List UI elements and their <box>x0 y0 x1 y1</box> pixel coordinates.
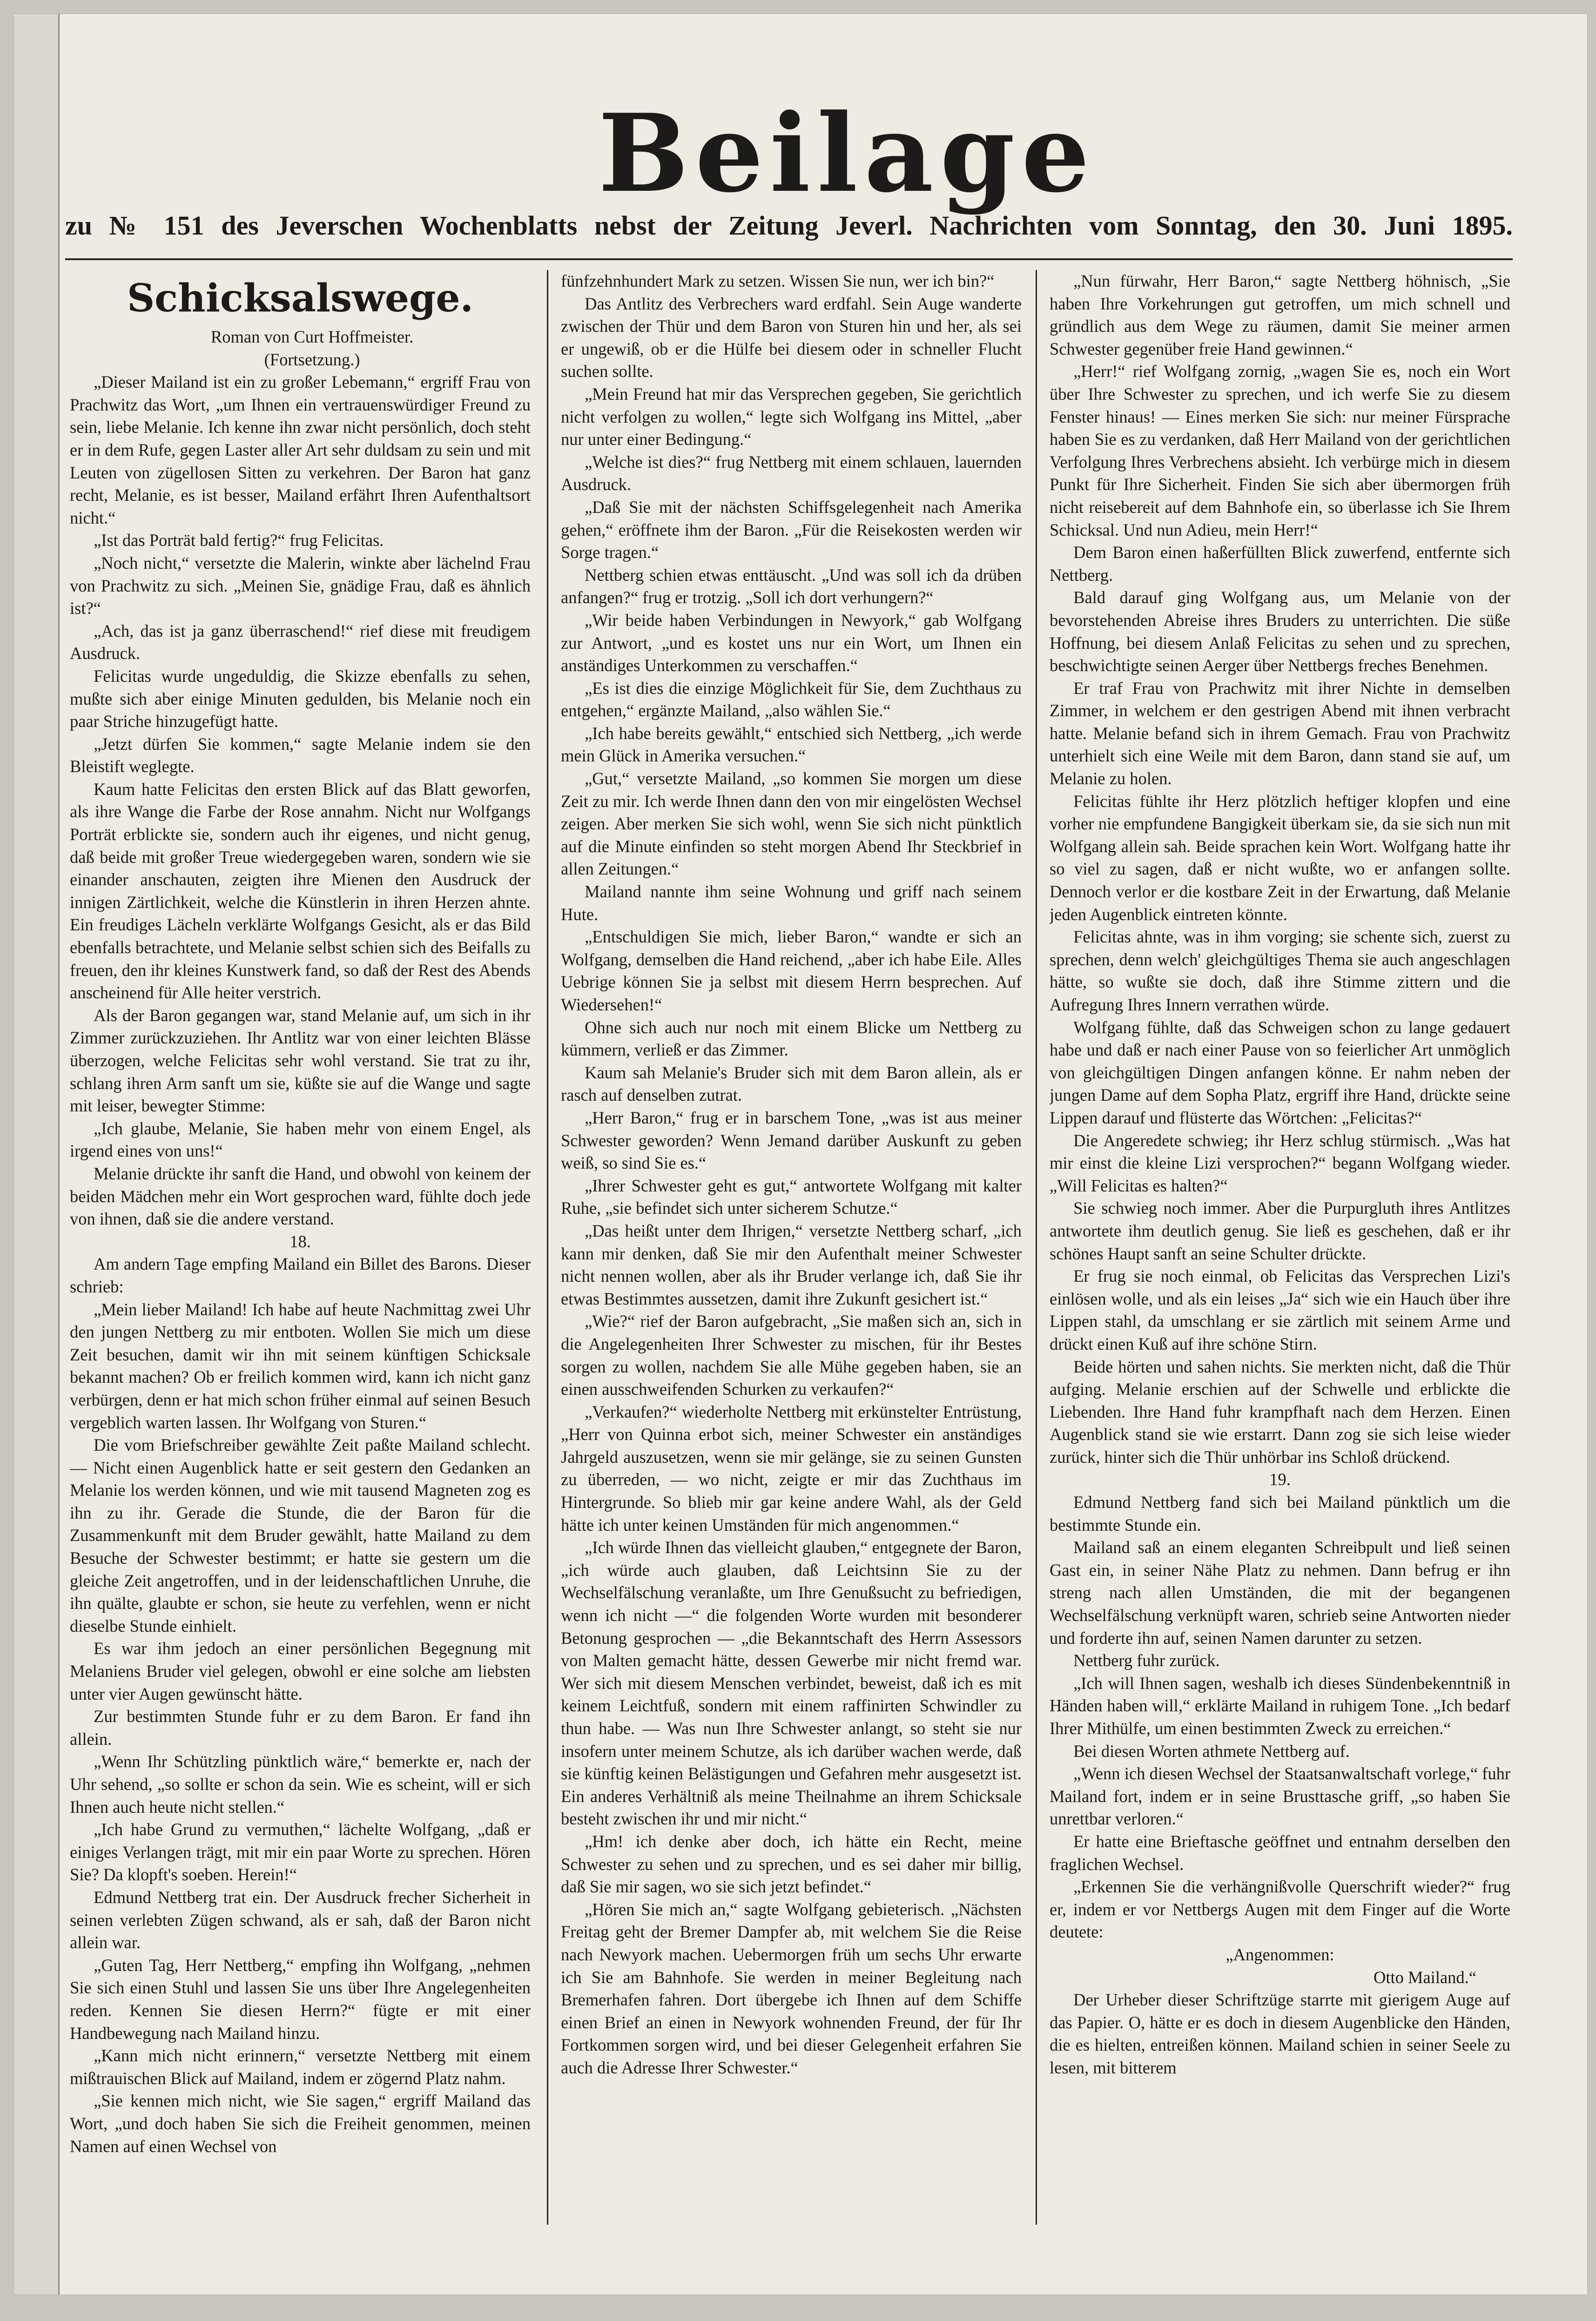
paragraph: Die Angeredete schwieg; ihr Herz schlug stürmisch. „Was hat mir einst die kleine Lizi versprochen?“ begann Wolfgang wieder. „Will Felicitas es halten?“ <box>1050 1130 1510 1195</box>
paragraph: „Dieser Mailand ist ein zu großer Lebemann,“ ergriff Frau von Prachwitz das Wort, „um Ihnen ein vertrauenswürdiger Freund zu sein, liebe Melanie. Ich kenne ihn zwar nicht persönlich, doch steht er in dem Rufe, gegen Laster aller Art sehr duldsam zu sein und mit Leuten von zügellosen Sitten zu verkehren. Der Baron hat ganz recht, Melanie, es ist besser, Mailand erfährt Ihren Aufenthaltsort nicht.“ <box>70 372 531 527</box>
paragraph: „Wenn Ihr Schützling pünktlich wäre,“ bemerkte er, nach der Uhr sehend, „so sollte er schon da sein. Wie es scheint, will er sich Ihnen auch heute nicht stellen.“ <box>70 1752 531 1816</box>
column-1 <box>70 270 531 2243</box>
newspaper-page <box>14 14 1587 2294</box>
paragraph: „Mein Freund hat mir das Versprechen gegeben, Sie gerichtlich nicht verfolgen zu wollen,“ legte sich Wolfgang ins Mittel, „aber nur unter einer Bedingung.“ <box>561 384 1022 449</box>
column-2 <box>561 270 1022 2243</box>
paragraph: Das Antlitz des Verbrechers ward erdfahl. Sein Auge wanderte zwischen der Thür und dem Baron von Sturen hin und her, als sei er ungewiß, ob er die Hülfe bei diesem oder in schneller Flucht suchen sollte. <box>561 294 1022 381</box>
paragraph: „Ich habe bereits gewählt,“ entschied sich Nettberg, „ich werde mein Glück in Amerika versuchen.“ <box>561 723 1022 766</box>
paragraph: „Ich habe Grund zu vermuthen,“ lächelte Wolfgang, „daß er einiges Verlangen trägt, mit mir ein paar Worte zu sprechen. Hören Sie? Da klopft's soeben. Herein!“ <box>70 1820 531 1884</box>
paragraph: „Kann mich nicht erinnern,“ versetzte Nettberg mit einem mißtrauischen Blick auf Mailand, indem er zögernd Platz nahm. <box>70 2046 531 2088</box>
paragraph: Dem Baron einen haßerfüllten Blick zuwerfend, entfernte sich Nettberg. <box>1050 543 1510 585</box>
paragraph: „Ach, das ist ja ganz überraschend!“ rief diese mit freudigem Ausdruck. <box>70 621 531 663</box>
paragraph: Edmund Nettberg fand sich bei Mailand pünktlich um die bestimmte Stunde ein. <box>1050 1493 1510 1534</box>
paragraph: „Ist das Porträt bald fertig?“ frug Felicitas. <box>94 531 384 550</box>
paragraph: „Ihrer Schwester geht es gut,“ antwortete Wolfgang mit kalter Ruhe, „sie befindet sich unter sicherem Schutze.“ <box>561 1176 1022 1218</box>
paragraph: „Ich würde Ihnen das vielleicht glauben,“ entgegnete der Baron, „ich würde auch glauben, daß Leichtsinn Sie zu der Wechselfälschung veranlaßte, um Ihre Genußsucht zu befriedigen, wenn ich nicht —“ die folgenden Worte wurden mit besonderer Betonung gesprochen — „die Bekanntschaft des Herrn Assessors von Malten gemacht hätte, dessen Gewerbe mir nicht fremd war. Wer sich mit diesem Menschen verbindet, beweist, daß ich es mit keinem Leichtfuß, sondern mit einem raffinirten Schwindler zu thun habe. — Was nun Ihre Schwester anlangt, so steht sie nur insofern unter meinem Schutze, als ich darüber wachen werde, daß sie künftig keinen Belästigungen und Gefahren mehr ausgesetzt ist. Ein anderes Verhältniß als meine Theilnahme an ihrem Schicksale besteht zwischen ihr und mir nicht.“ <box>561 1538 1022 1829</box>
paragraph: „Wenn ich diesen Wechsel der Staatsanwaltschaft vorlege,“ fuhr Mailand fort, indem er in seine Brusttasche griff, „so haben Sie unrettbar verloren.“ <box>1050 1764 1510 1829</box>
paragraph: Als der Baron gegangen war, stand Melanie auf, um sich in ihr Zimmer zurückzuziehen. Ihr Antlitz war von einer leichten Blässe überzogen, welche Felicitas sehr wohl verstand. Sie trat zu ihr, schlang ihren Arm sanft um sie, küßte sie auf die Wange und sagte mit leiser, bewegter Stimme: <box>70 1005 531 1116</box>
paragraph: Bald darauf ging Wolfgang aus, um Melanie von der bevorstehenden Abreise ihres Bruders zu unterrichten. Die süße Hoffnung, bei diesem Anlaß Felicitas zu sehen und zu sprechen, beschwichtigte seinen Aerger über Nettbergs freches Benehmen. <box>1050 588 1510 675</box>
paragraph: Am andern Tage empfing Mailand ein Billet des Barons. Dieser schrieb: <box>70 1254 531 1296</box>
adjacent-page-edge <box>14 14 60 2294</box>
paragraph: fünfzehnhundert Mark zu setzen. Wissen Sie nun, wer ich bin?“ <box>561 271 995 290</box>
paragraph: „Gut,“ versetzte Mailand, „so kommen Sie morgen um diese Zeit zu mir. Ich werde Ihnen dann den von mir eingelösten Wechsel zeigen. Aber merken Sie sich wohl, wenn Sie sich nicht pünktlich auf die Minute einfinden so steht morgen Abend Ihr Steckbrief in allen Zeitungen.“ <box>561 769 1022 879</box>
paragraph: „Entschuldigen Sie mich, lieber Baron,“ wandte er sich an Wolfgang, demselben die Hand reichend, „aber ich habe Eile. Alles Uebrige können Sie ja selbst mit diesem Herrn besprechen. Auf Wiedersehen!“ <box>561 927 1022 1014</box>
story-byline: Roman von Curt Hoffmeister. <box>210 327 414 346</box>
paragraph: „Sie kennen mich nicht, wie Sie sagen,“ ergriff Mailand das Wort, „und doch haben Sie sich die Freiheit genommen, meinen Namen auf einen Wechsel von <box>70 2091 531 2156</box>
paragraph: Edmund Nettberg trat ein. Der Ausdruck frecher Sicherheit in seinen verlebten Zügen schwand, als er sah, daß der Baron nicht allein war. <box>70 1887 531 1952</box>
quoted-line: „Angenommen: <box>1226 1944 1334 1964</box>
paragraph: „Daß Sie mit der nächsten Schiffsgelegenheit nach Amerika gehen,“ eröffnete ihm der Baron. „Für die Reisekosten werden wir Sorge tragen.“ <box>561 497 1022 562</box>
paragraph: „Es ist dies die einzige Möglichkeit für Sie, dem Zuchthaus zu entgehen,“ ergänzte Mailand, „also wählen Sie.“ <box>561 678 1022 720</box>
signature-line: Otto Mailand.“ <box>1374 1967 1476 1987</box>
paragraph: „Hm! ich denke aber doch, ich hätte ein Recht, meine Schwester zu sehen und zu sprechen, und es sei daher mir billig, daß Sie mir sagen, wo sie sich jetzt befindet.“ <box>561 1831 1022 1897</box>
paragraph: Felicitas wurde ungeduldig, die Skizze ebenfalls zu sehen, mußte sich aber einige Minuten gedulden, bis Melanie noch ein paar Striche hinzugefügt hatte. <box>70 666 531 731</box>
column-divider <box>547 270 548 2225</box>
paragraph: „Hören Sie mich an,“ sagte Wolfgang gebieterisch. „Nächsten Freitag geht der Bremer Dampfer ab, mit welchem Sie die Reise nach Newyork machen. Uebermorgen früh um sechs Uhr erwarte ich Sie am Bahnhofe. Sie werden in meiner Begleitung nach Bremerhafen fahren. Dort übergebe ich Ihnen auf dem Schiffe einen Brief an einen in Newyork wohnenden Freund, der für Ihr Fortkommen sorgen wird, und bei dieser Gelegenheit erfahren Sie auch die Adresse Ihrer Schwester.“ <box>561 1899 1022 2077</box>
header-rule <box>65 258 1513 260</box>
paragraph: Der Urheber dieser Schriftzüge starrte mit gierigem Auge auf das Papier. O, hätte er es doch in diesem Augenblicke den Händen, die es hielten, entreißen können. Mailand schien in seiner Seele zu lesen, mit bitterem <box>1050 1990 1510 2077</box>
paragraph: „Guten Tag, Herr Nettberg,“ empfing ihn Wolfgang, „nehmen Sie sich einen Stuhl und lassen Sie uns über Ihre Angelegenheiten reden. Kennen Sie diesen Herrn?“ fügte er mit einer Handbewegung nach Mailand hinzu. <box>70 1955 531 2043</box>
paragraph: „Das heißt unter dem Ihrigen,“ versetzte Nettberg scharf, „ich kann mir denken, daß Sie mir den Aufenthalt meiner Schwester nicht nennen wollen, aber als ihr Bruder verlange ich, daß Sie ihr etwas Bestimmtes aussetzen, damit ihre Zukunft gesichert ist.“ <box>561 1221 1022 1308</box>
paragraph: Melanie drückte ihr sanft die Hand, und obwohl von keinem der beiden Mädchen mehr ein Wort gesprochen ward, fühlte doch jede von ihnen, daß sie die andere verstand. <box>70 1164 531 1229</box>
chapter-number: 18. <box>290 1231 311 1251</box>
paragraph: Kaum hatte Felicitas den ersten Blick auf das Blatt geworfen, als ihre Wange die Farbe der Rose annahm. Nicht nur Wolfgangs Porträt erblickte sie, sondern auch ihr eigenes, und nicht genug, daß beide mit großer Treue wiedergegeben waren, sondern wie sie einander anschauten, zeigten ihre Mienen den Ausdruck der innigen Zärtlichkeit, welche die Künstlerin in ihren Herzen ahnte. Ein freudiges Lächeln verklärte Wolfgangs Gesicht, als er das Bild ebenfalls betrachtete, und Melanie selbst schien sich des Beifalls zu freuen, den ihr kleines Kunstwerk fand, so daß der Rest des Abends anscheinend für Alle heiter verstrich. <box>70 779 531 1002</box>
paragraph: „Verkaufen?“ wiederholte Nettberg mit erkünstelter Entrüstung, „Herr von Quinna erbot sich, meiner Schwester ein anständiges Jahrgeld auszusetzen, wenn sie mir gelänge, sie zu seinen Gunsten zu überreden, — wo nicht, zeigte er mir das Zuchthaus im Hintergrunde. So blieb mir gar keine andere Wahl, als der Geld hätte ich unter keinen Umständen für mich angenommen.“ <box>561 1402 1022 1534</box>
paragraph: „Wie?“ rief der Baron aufgebracht, „Sie maßen sich an, sich in die Angelegenheiten Ihrer Schwester zu mischen, für ihr Bestes sorgen zu wollen, nachdem Sie alle Mühe gegeben haben, sie an einen ausschweifenden Schurken zu verkaufen?“ <box>561 1312 1022 1399</box>
paragraph: „Ich glaube, Melanie, Sie haben mehr von einem Engel, als irgend eines von uns!“ <box>70 1118 531 1161</box>
paragraph: Es war ihm jedoch an einer persönlichen Begegnung mit Melaniens Bruder viel gelegen, obwohl er eine solche am liebsten unter vier Augen gewünscht hätte. <box>70 1639 531 1703</box>
paragraph: „Wir beide haben Verbindungen in Newyork,“ gab Wolfgang zur Antwort, „und es kostet uns nur ein Wort, um Ihnen ein anständiges Unterkommen zu verschaffen.“ <box>561 610 1022 675</box>
paragraph: „Erkennen Sie die verhängnißvolle Querschrift wieder?“ frug er, indem er vor Nettbergs Augen mit dem Finger auf die Worte deutete: <box>1050 1877 1510 1942</box>
paragraph: Ohne sich auch nur noch mit einem Blicke um Nettberg zu kümmern, verließ er das Zimmer. <box>561 1017 1022 1060</box>
paragraph: „Nun fürwahr, Herr Baron,“ sagte Nettberg höhnisch, „Sie haben Ihre Vorkehrungen gut getroffen, um mich schnell und gründlich aus dem Wege zu räumen, damit Sie meiner armen Schwester gegenüber freie Hand gewinnen.“ <box>1050 271 1510 358</box>
paragraph: „Herr!“ rief Wolfgang zornig, „wagen Sie es, noch ein Wort über Ihre Schwester zu sprechen, und ich werfe Sie zu diesem Fenster hinaus! — Eines merken Sie sich: nur meiner Fürsprache haben Sie es zu verdanken, daß Herr Mailand von der gerichtlichen Verfolgung Ihres Verbrechens absieht. Ich verbürge mich in diesem Punkt für Ihre Sicherheit. Finden Sie sich aber übermorgen früh nicht reisebereit auf dem Bahnhofe ein, so überlasse ich Sie Ihrem Schicksal. Und nun Adieu, mein Herr!“ <box>1050 362 1510 539</box>
paragraph: „Noch nicht,“ versetzte die Malerin, winkte aber lächelnd Frau von Prachwitz zu sich. „Meinen Sie, gnädige Frau, daß es ähnlich ist?“ <box>70 553 531 618</box>
paragraph: Bei diesen Worten athmete Nettberg auf. <box>1073 1741 1350 1761</box>
column-divider <box>1036 270 1037 2225</box>
paragraph: Wolfgang fühlte, daß das Schweigen schon zu lange gedauert habe und daß er nach einer Pause von so feierlicher Art unmöglich von gleichgültigen Dingen anfangen könne. Er nahm neben der jungen Dame auf dem Sopha Platz, ergriff ihre Hand, drückte seine Lippen darauf und flüsterte das Wörtchen: „Felicitas?“ <box>1050 1017 1510 1127</box>
paragraph: „Herr Baron,“ frug er in barschem Tone, „was ist aus meiner Schwester geworden? Wenn Jemand darüber Auskunft zu geben weiß, so sind Sie es.“ <box>561 1108 1022 1173</box>
masthead: Beilage <box>598 91 1096 216</box>
paragraph: Felicitas ahnte, was in ihm vorging; sie schente sich, zuerst zu sprechen, denn welch' gleichgültiges Thema sie auch angeschlagen hätte, so wußte sie doch, daß ihre Stimme zittern und die Aufregung Ihres Innern verrathen würde. <box>1050 927 1510 1014</box>
paragraph: Er traf Frau von Prachwitz mit ihrer Nichte in demselben Zimmer, in welchem er den gestrigen Abend mit ihnen verbracht hatte. Melanie befand sich in ihrem Gemach. Frau von Prachwitz unterhielt sich eine Weile mit dem Baron, dann stand sie auf, um Melanie zu holen. <box>1050 678 1510 788</box>
paragraph: Mailand nannte ihm seine Wohnung und griff nach seinem Hute. <box>561 882 1022 924</box>
paragraph: Nettberg schien etwas enttäuscht. „Und was soll ich da drüben anfangen?“ frug er trotzig. „Soll ich dort verhungern?“ <box>561 565 1022 607</box>
paragraph: Nettberg fuhr zurück. <box>1073 1651 1220 1670</box>
paragraph: „Welche ist dies?“ frug Nettberg mit einem schlauen, lauernden Ausdruck. <box>561 452 1022 494</box>
continuation-note: (Fortsetzung.) <box>264 350 360 369</box>
story-title: Schicksalswege. <box>127 276 474 321</box>
chapter-number: 19. <box>1269 1470 1291 1489</box>
paragraph: Die vom Briefschreiber gewählte Zeit paßte Mailand schlecht. — Nicht einen Augenblick hatte er seit gestern den Gedanken an Melanie los werden können, und wie mit tausend Magneten zog es ihn zu ihr. Gerade die Stunde, die der Baron für die Zusammenkunft mit dem Bruder gewählt, hatte Mailand zu dem Besuche der Schwester bestimmt; er hatte sie gestern um die gleiche Zeit angetroffen, und in der leidenschaftlichen Unruhe, die ihn quälte, glaubte er schon, sie heute zu verfehlen, wenn er nicht dieselbe Stunde einhielt. <box>70 1435 531 1635</box>
paragraph: Beide hörten und sahen nichts. Sie merkten nicht, daß die Thür aufging. Melanie erschien auf der Schwelle und erblickte die Liebenden. Ihre Hand fuhr krampfhaft nach dem Herzen. Einen Augenblick stand sie wie erstarrt. Dann zog sie sich leise wieder zurück, hinter sich die Thür unhörbar ins Schloß drückend. <box>1050 1357 1510 1467</box>
paragraph: Mailand saß an einem eleganten Schreibpult und ließ seinen Gast ein, in seiner Nähe Platz zu nehmen. Dann befrug er ihn streng nach allen Umständen, die mit der begangenen Wechselfälschung verknüpft waren, schrieb seine Antworten nieder und forderte ihn auf, seinen Namen darunter zu setzen. <box>1050 1538 1510 1648</box>
paragraph: „Ich will Ihnen sagen, weshalb ich dieses Sündenbekenntniß in Händen haben will,“ erklärte Mailand in ruhigem Tone. „Ich bedarf Ihrer Mithülfe, um einen bestimmten Zweck zu erreichen.“ <box>1050 1673 1510 1738</box>
paragraph: „Mein lieber Mailand! Ich habe auf heute Nachmittag zwei Uhr den jungen Nettberg zu mir entboten. Wollen Sie mich um diese Zeit besuchen, damit wir ihn mit seinem künftigen Schicksale bekannt machen? Ob er freilich kommen wird, kann ich nicht ganz verbürgen, denn er hat mich schon früher einmal auf seinen Besuch vergeblich warten lassen. Ihr Wolfgang von Sturen.“ <box>70 1299 531 1432</box>
paragraph: „Jetzt dürfen Sie kommen,“ sagte Melanie indem sie den Bleistift weglegte. <box>70 734 531 776</box>
paragraph: Zur bestimmten Stunde fuhr er zu dem Baron. Er fand ihn allein. <box>70 1707 531 1749</box>
paragraph: Sie schwieg noch immer. Aber die Purpurgluth ihres Antlitzes antwortete ihm deutlich genug. Sie ließ es geschehen, daß er ihr schönes Haupt sanft an seine Schulter drückte. <box>1050 1198 1510 1263</box>
paragraph: Kaum sah Melanie's Bruder sich mit dem Baron allein, als er rasch auf denselben zutrat. <box>561 1063 1022 1105</box>
paragraph: Er hatte eine Brieftasche geöffnet und entnahm derselben den fraglichen Wechsel. <box>1050 1831 1510 1874</box>
column-3 <box>1050 270 1510 2243</box>
paragraph: Felicitas fühlte ihr Herz plötzlich heftiger klopfen und eine vorher nie empfundene Bangigkeit überkam sie, da sie sich nun mit Wolfgang allein sah. Beide sprachen kein Wort. Wolfgang hatte ihr so viel zu sagen, daß er nicht wußte, wo er anfangen sollte. Dennoch verlor er die kostbare Zeit in der Erwartung, daß Melanie jeden Augenblick eintreten könnte. <box>1050 791 1510 924</box>
paragraph: Er frug sie noch einmal, ob Felicitas das Versprechen Lizi's einlösen wolle, und als ein leises „Ja“ sich wie ein Hauch über ihre Lippen stahl, da umschlang er sie zärtlich mit seinem Arme und drückt einen Kuß auf ihre schöne Stirn. <box>1050 1266 1510 1353</box>
issue-line: zu № 151 des Jeverschen Wochenblatts nebst der Zeitung Jeverl. Nachrichten vom Sonntag, den 30. Juni 1895. <box>65 210 1513 241</box>
